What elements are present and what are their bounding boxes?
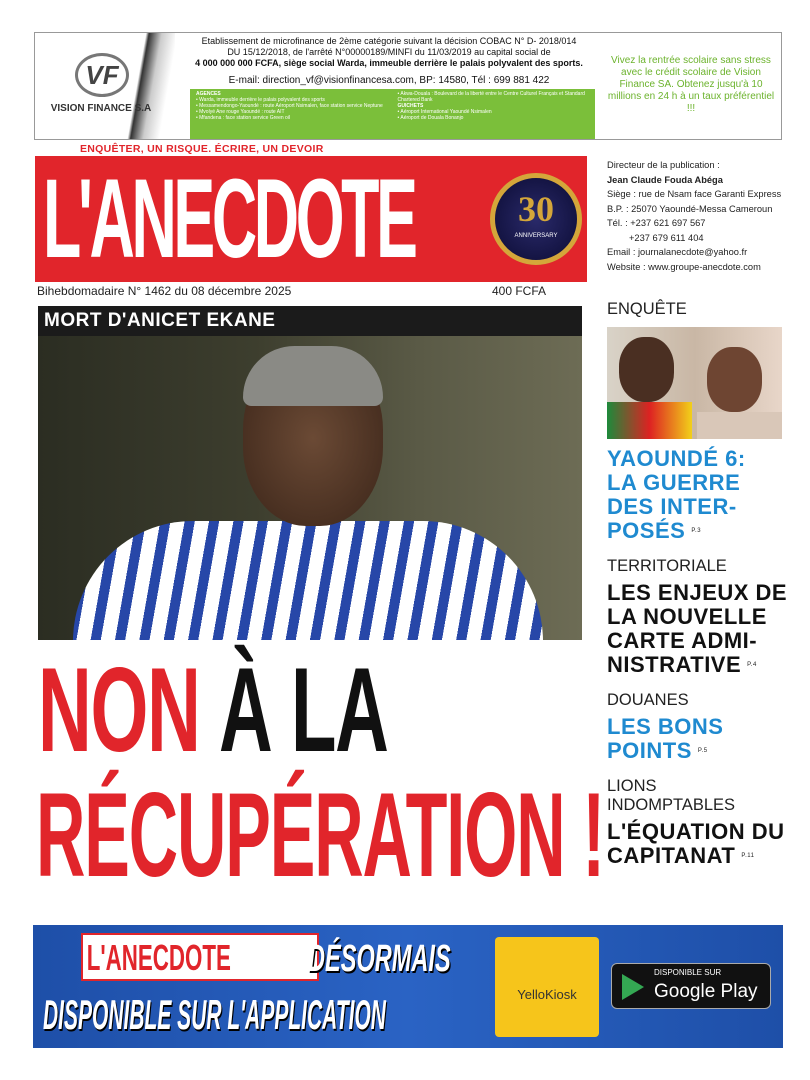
vf-logo: VF — [75, 53, 129, 97]
yellokiosk-button[interactable] — [495, 937, 599, 1037]
banner-logo — [81, 933, 319, 981]
lead-photo — [38, 306, 582, 640]
story-douanes[interactable] — [607, 715, 747, 763]
banner-available: DISPONIBLE SUR L'APPLICATION — [43, 991, 386, 1038]
google-play-button[interactable] — [611, 963, 771, 1009]
tagline: ENQUÊTER, UN RISQUE. ÉCRIRE, UN DEVOIR — [80, 143, 324, 155]
guichets-title: GUICHETS — [397, 103, 424, 109]
badge-number: 30 — [518, 189, 554, 229]
guichet: • Aéroport de Douala Bonanjo — [397, 115, 464, 121]
story-enquete[interactable] — [607, 447, 757, 543]
story-title: L'ÉQUATION DU CAPITANAT — [607, 819, 785, 868]
photo-face — [619, 337, 674, 402]
ad-legal-text — [183, 36, 595, 69]
photo-sash — [607, 402, 692, 439]
section-label: LIONS INDOMPTABLES — [607, 777, 736, 814]
photo-shirt — [73, 521, 543, 640]
photo-body — [697, 412, 782, 439]
story-title: YAOUNDÉ 6: LA GUERRE DES INTER-POSÉS — [607, 446, 746, 543]
info-email: Email : journalanecdote@yahoo.fr — [607, 247, 748, 257]
ad-line: Etablissement de microfinance de 2ème catégorie suivant la décision COBAC N° D- 2018/014 — [201, 36, 577, 46]
agence: • Akwa-Douala : Boulevard de la liberté entre le Centre Culturel Français et Standard Chartered Bank — [397, 91, 585, 103]
page-ref: P.5 — [697, 748, 708, 754]
vision-finance-ad[interactable] — [34, 32, 782, 140]
anniversary-badge — [490, 173, 582, 265]
enquete-photo — [607, 327, 782, 439]
story-lions[interactable] — [607, 820, 792, 868]
section-label: ENQUÊTE — [607, 300, 687, 318]
headline-black: À LA — [219, 643, 388, 777]
info-line: Siège : rue de Nsam face Garanti Express — [607, 189, 782, 199]
info-line: B.P. : 25070 Yaoundé-Messa Cameroun — [607, 203, 773, 214]
info-line: Directeur de la publication : — [607, 160, 720, 170]
photo-face — [707, 347, 762, 412]
masthead-title: L'ANECDOTE — [43, 156, 415, 281]
sidebar — [607, 300, 792, 868]
issue-dateline: Bihebdomadaire N° 1462 du 08 décembre 2025 — [37, 284, 292, 298]
section-label: DOUANES — [607, 691, 689, 709]
play-icon — [622, 974, 644, 1000]
banner-logo-text: L'ANECDOTE — [86, 937, 231, 978]
headline-red: NON — [38, 643, 220, 777]
agence: • Mfandena : face station service Green oil — [196, 115, 291, 121]
photo-hair — [243, 346, 383, 406]
agence: • Warda, immeuble derrière le palais polyvalent des sports — [196, 97, 325, 103]
ad-email: E-mail: direction_vf@visionfinancesa.com, BP: 14580, Tél : 699 881 422 — [228, 75, 550, 86]
banner-desormais: DÉSORMAIS — [308, 938, 451, 980]
story-title: LES BONS POINTS — [607, 714, 724, 763]
app-banner[interactable] — [33, 925, 783, 1048]
section-label: TERRITORIALE — [607, 557, 727, 575]
info-website: Website : www.groupe-anecdote.com — [607, 261, 761, 272]
issue-price: 400 FCFA — [492, 284, 547, 298]
agence: • Messamendongo-Yaoundé : route Aéroport Nsimalen, face station service Neptune — [196, 103, 383, 109]
ad-agencies — [190, 89, 595, 139]
publication-info — [607, 158, 807, 274]
page-ref: P.4 — [747, 662, 757, 668]
page-ref: P.3 — [691, 528, 702, 534]
agence: • Mvolyé Ane rouge Yaoundé : route AIT — [196, 109, 285, 115]
info-line: Tél. : +237 621 697 567 — [607, 218, 706, 228]
badge-text: ANNIVERSARY — [514, 233, 558, 239]
story-territoriale[interactable] — [607, 581, 792, 677]
story-title: LES ENJEUX DE LA NOUVELLE CARTE ADMI-NISTRATIVE — [607, 580, 788, 677]
director-name: Jean Claude Fouda Abéga — [607, 174, 723, 185]
kiosk-label: YelloKiosk — [517, 987, 577, 1002]
headline-line2[interactable]: RÉCUPÉRATION ! — [36, 768, 604, 902]
headline-line1[interactable] — [38, 643, 388, 777]
info-line: +237 679 611 404 — [629, 232, 704, 243]
ad-promo: Vivez la rentrée scolaire sans stress avec le crédit scolaire de Vision Finance SA. Obtenez jusqu'à 10 millions en 24 h à un taux préférentiel !!! — [607, 55, 775, 114]
ad-line: DU 15/12/2018, de l'arrêté N°00000189/MINFI du 11/03/2019 au capital social de — [227, 47, 551, 57]
agences-title: AGENCES — [196, 91, 221, 97]
ad-brand: VISION FINANCE S.A — [50, 103, 152, 114]
lead-kicker: MORT D'ANICET EKANE — [38, 306, 582, 336]
gp-small: DISPONIBLE SUR — [654, 968, 722, 977]
ad-line: 4 000 000 000 FCFA, siège social Warda, immeuble derrière le palais polyvalent des sports. — [195, 58, 583, 68]
gp-big: Google Play — [654, 981, 758, 1002]
page-ref: P.11 — [741, 853, 755, 859]
guichet: • Aéroport International Yaoundé Nsimalen — [397, 109, 492, 115]
